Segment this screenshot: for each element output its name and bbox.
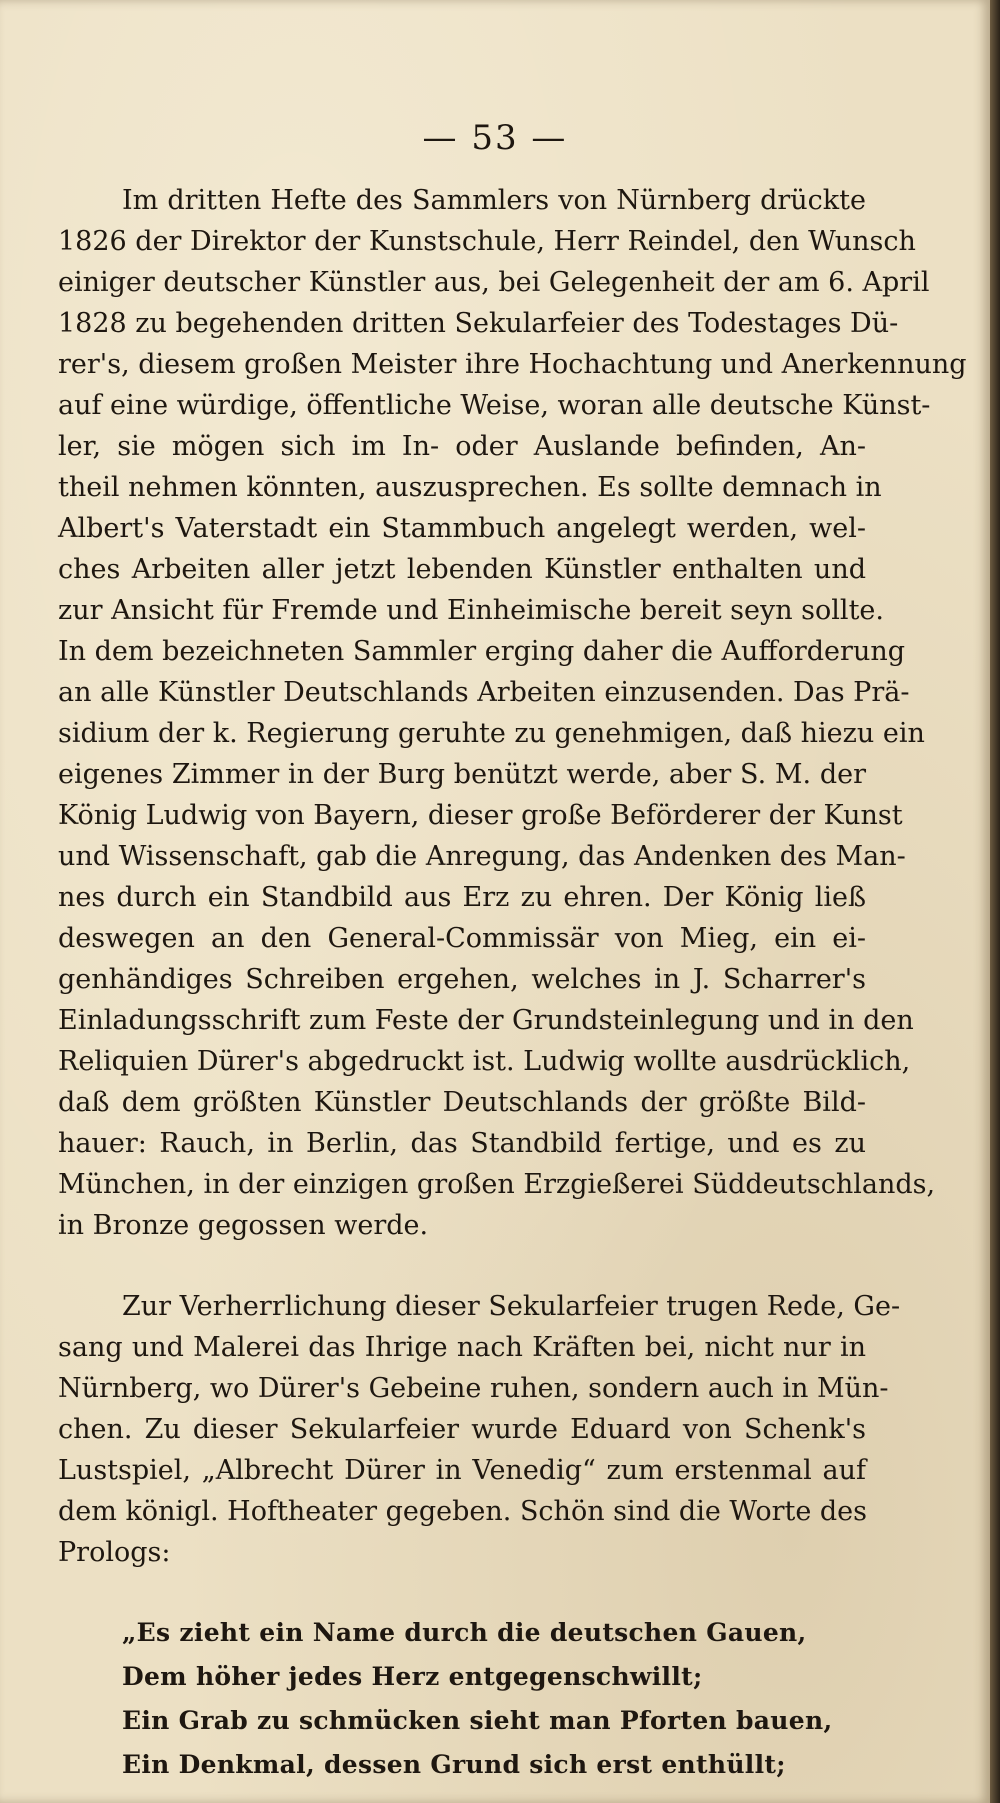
text-line: sang und Malerei das Ihrige nach Kräften bei, nicht nur in (58, 1332, 866, 1363)
prologue-verse (58, 1611, 866, 1787)
book-spine-edge (990, 0, 1000, 1803)
text-line: daß dem größten Künstler Deutschlands der größte Bild- (58, 1087, 866, 1118)
text-line: dem königl. Hoftheater gegeben. Schön sind die Worte des (58, 1496, 868, 1527)
text-line: theil nehmen könnten, auszusprechen. Es sollte demnach in (58, 472, 882, 503)
text-line: Zur Verherrlichung dieser Sekularfeier trugen Rede, Ge- (122, 1291, 901, 1322)
text-line: rer's, diesem großen Meister ihre Hochachtung und Anerkennung (58, 349, 967, 380)
text-line: In dem bezeichneten Sammler erging daher die Aufforderung (58, 636, 906, 667)
text-line: Lustspiel, „Albrecht Dürer in Venedig“ zum erstenmal auf (58, 1455, 866, 1486)
text-line: chen. Zu dieser Sekularfeier wurde Eduard von Schenk's (58, 1414, 866, 1445)
text-line: Albert's Vaterstadt ein Stammbuch angelegt werden, wel- (58, 513, 866, 544)
text-line: ler, sie mögen sich im In- oder Auslande befinden, An- (58, 431, 866, 462)
text-line: Im dritten Hefte des Sammlers von Nürnberg drückte (122, 185, 866, 216)
text-line: an alle Künstler Deutschlands Arbeiten einzusenden. Das Prä- (58, 677, 910, 708)
text-line: König Ludwig von Bayern, dieser große Beförderer der Kunst (58, 800, 903, 831)
verse-line: Ein Denkmal, dessen Grund sich erst enthüllt; (122, 1750, 786, 1779)
text-line: einiger deutscher Künstler aus, bei Gelegenheit der am 6. April (58, 267, 930, 298)
page-number: — 53 — (422, 118, 568, 158)
page-text (58, 180, 967, 1787)
text-line: eigenes Zimmer in der Burg benützt werde, aber S. M. der (58, 759, 866, 790)
text-line: 1828 zu begehenden dritten Sekularfeier des Todestages Dü- (58, 308, 899, 339)
text-line: nes durch ein Standbild aus Erz zu ehren. Der König ließ (58, 882, 866, 913)
text-line: München, in der einzigen großen Erzgießerei Süddeutschlands, (58, 1169, 936, 1200)
paragraph-1 (58, 180, 967, 1246)
paragraph-gap (58, 1246, 866, 1286)
text-line: ches Arbeiten aller jetzt lebenden Künstler enthalten und (58, 554, 866, 585)
text-line: 1826 der Direktor der Kunstschule, Herr Reindel, den Wunsch (58, 226, 916, 257)
text-line: sidium der k. Regierung geruhte zu genehmigen, daß hiezu ein (58, 718, 925, 749)
verse-line: Ein Grab zu schmücken sieht man Pforten bauen, (122, 1706, 833, 1735)
text-line: auf eine würdige, öffentliche Weise, woran alle deutsche Künst- (58, 390, 931, 421)
text-line: Einladungsschrift zum Feste der Grundsteinlegung und in den (58, 1005, 914, 1036)
text-line: Nürnberg, wo Dürer's Gebeine ruhen, sondern auch in Mün- (58, 1373, 889, 1404)
text-line: und Wissenschaft, gab die Anregung, das Andenken des Man- (58, 841, 906, 872)
verse-line: „Es zieht ein Name durch die deutschen Gauen, (122, 1618, 807, 1647)
text-line: zur Ansicht für Fremde und Einheimische bereit seyn sollte. (58, 595, 884, 626)
text-line: deswegen an den General-Commissär von Mieg, ein ei- (58, 923, 866, 954)
text-line: Reliquien Dürer's abgedruckt ist. Ludwig wollte ausdrücklich, (58, 1046, 911, 1077)
verse-line: Dem höher jedes Herz entgegenschwillt; (122, 1662, 703, 1691)
text-line: in Bronze gegossen werde. (58, 1210, 429, 1241)
paragraph-2 (58, 1286, 901, 1573)
text-line: Prologs: (58, 1537, 171, 1568)
text-line: hauer: Rauch, in Berlin, das Standbild fertige, und es zu (58, 1128, 866, 1159)
text-line: genhändiges Schreiben ergehen, welches in J. Scharrer's (58, 964, 866, 995)
